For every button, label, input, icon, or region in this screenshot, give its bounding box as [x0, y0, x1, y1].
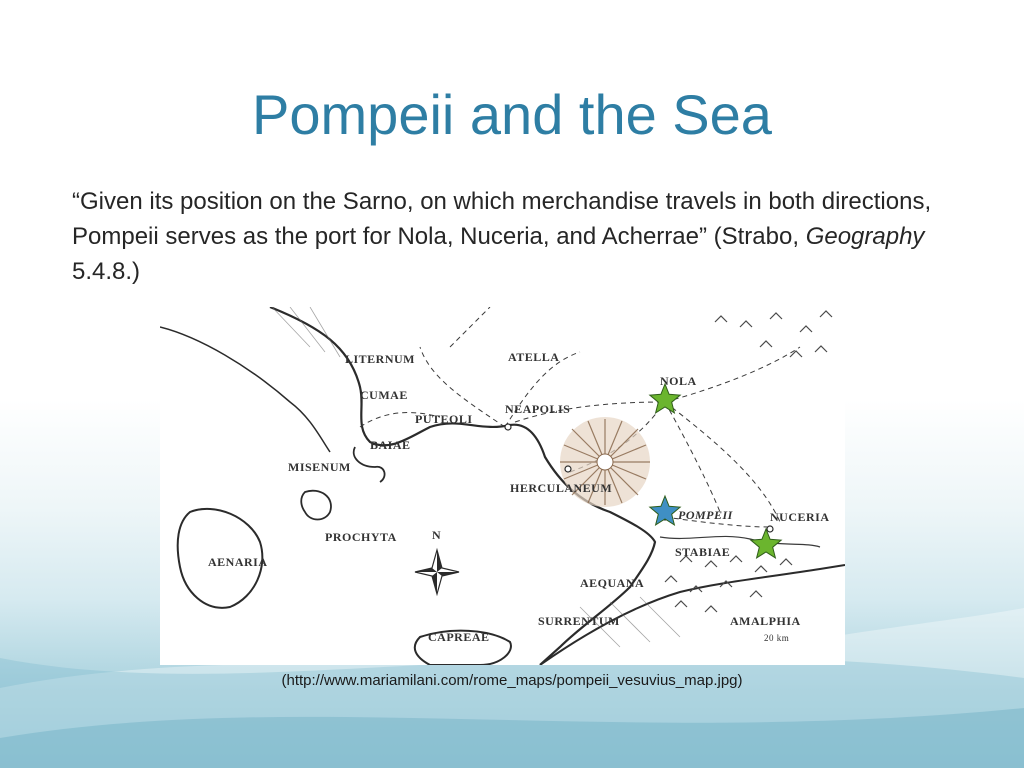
- map-label-herculaneum: HERCULANEUM: [510, 481, 613, 495]
- map-label-amalphia: AMALPHIA: [730, 614, 801, 628]
- map-label-liternum: LITERNUM: [345, 352, 416, 366]
- map-label-nola: NOLA: [660, 374, 697, 388]
- slide-title: Pompeii and the Sea: [252, 83, 772, 146]
- map-svg: [160, 307, 845, 665]
- quote-work-title: Geography: [805, 223, 925, 250]
- map-label-misenum: MISENUM: [288, 460, 351, 474]
- strabo-quote: [72, 184, 972, 289]
- quote-text: “Given its position on the Sarno, on which merchandise travels in both directions, Pompeii serves as the port for Nola, Nuceria, and Acherrae” (Strabo,: [72, 188, 932, 250]
- image-source-caption: (http://www.mariamilani.com/rome_maps/pompeii_vesuvius_map.jpg): [281, 672, 743, 689]
- map-label-stabiae: STABIAE: [675, 545, 731, 559]
- map-label-capreae: CAPREAE: [428, 630, 490, 644]
- map-label-neapolis: NEAPOLIS: [505, 402, 571, 416]
- quote-citation: 5.4.8.): [72, 258, 141, 285]
- map-label-puteoli: PUTEOLI: [415, 412, 473, 426]
- map-label-cumae: CUMAE: [360, 388, 408, 402]
- map-label-surrentum: SURRENTUM: [538, 614, 620, 628]
- map-scale-label: 20 km: [764, 633, 790, 643]
- map-label-aequana: AEQUANA: [580, 576, 645, 590]
- map-label-prochyta: PROCHYTA: [325, 530, 397, 544]
- map-label-atella: ATELLA: [508, 350, 560, 364]
- map-label-baiae: BAIAE: [370, 438, 411, 452]
- map-label-nuceria: NUCERIA: [770, 510, 830, 524]
- map-label-aenaria: AENARIA: [208, 555, 268, 569]
- pompeii-vesuvius-map: [160, 307, 845, 665]
- map-label-pompeii: POMPEII: [678, 508, 733, 522]
- compass-n-label: N: [432, 528, 442, 542]
